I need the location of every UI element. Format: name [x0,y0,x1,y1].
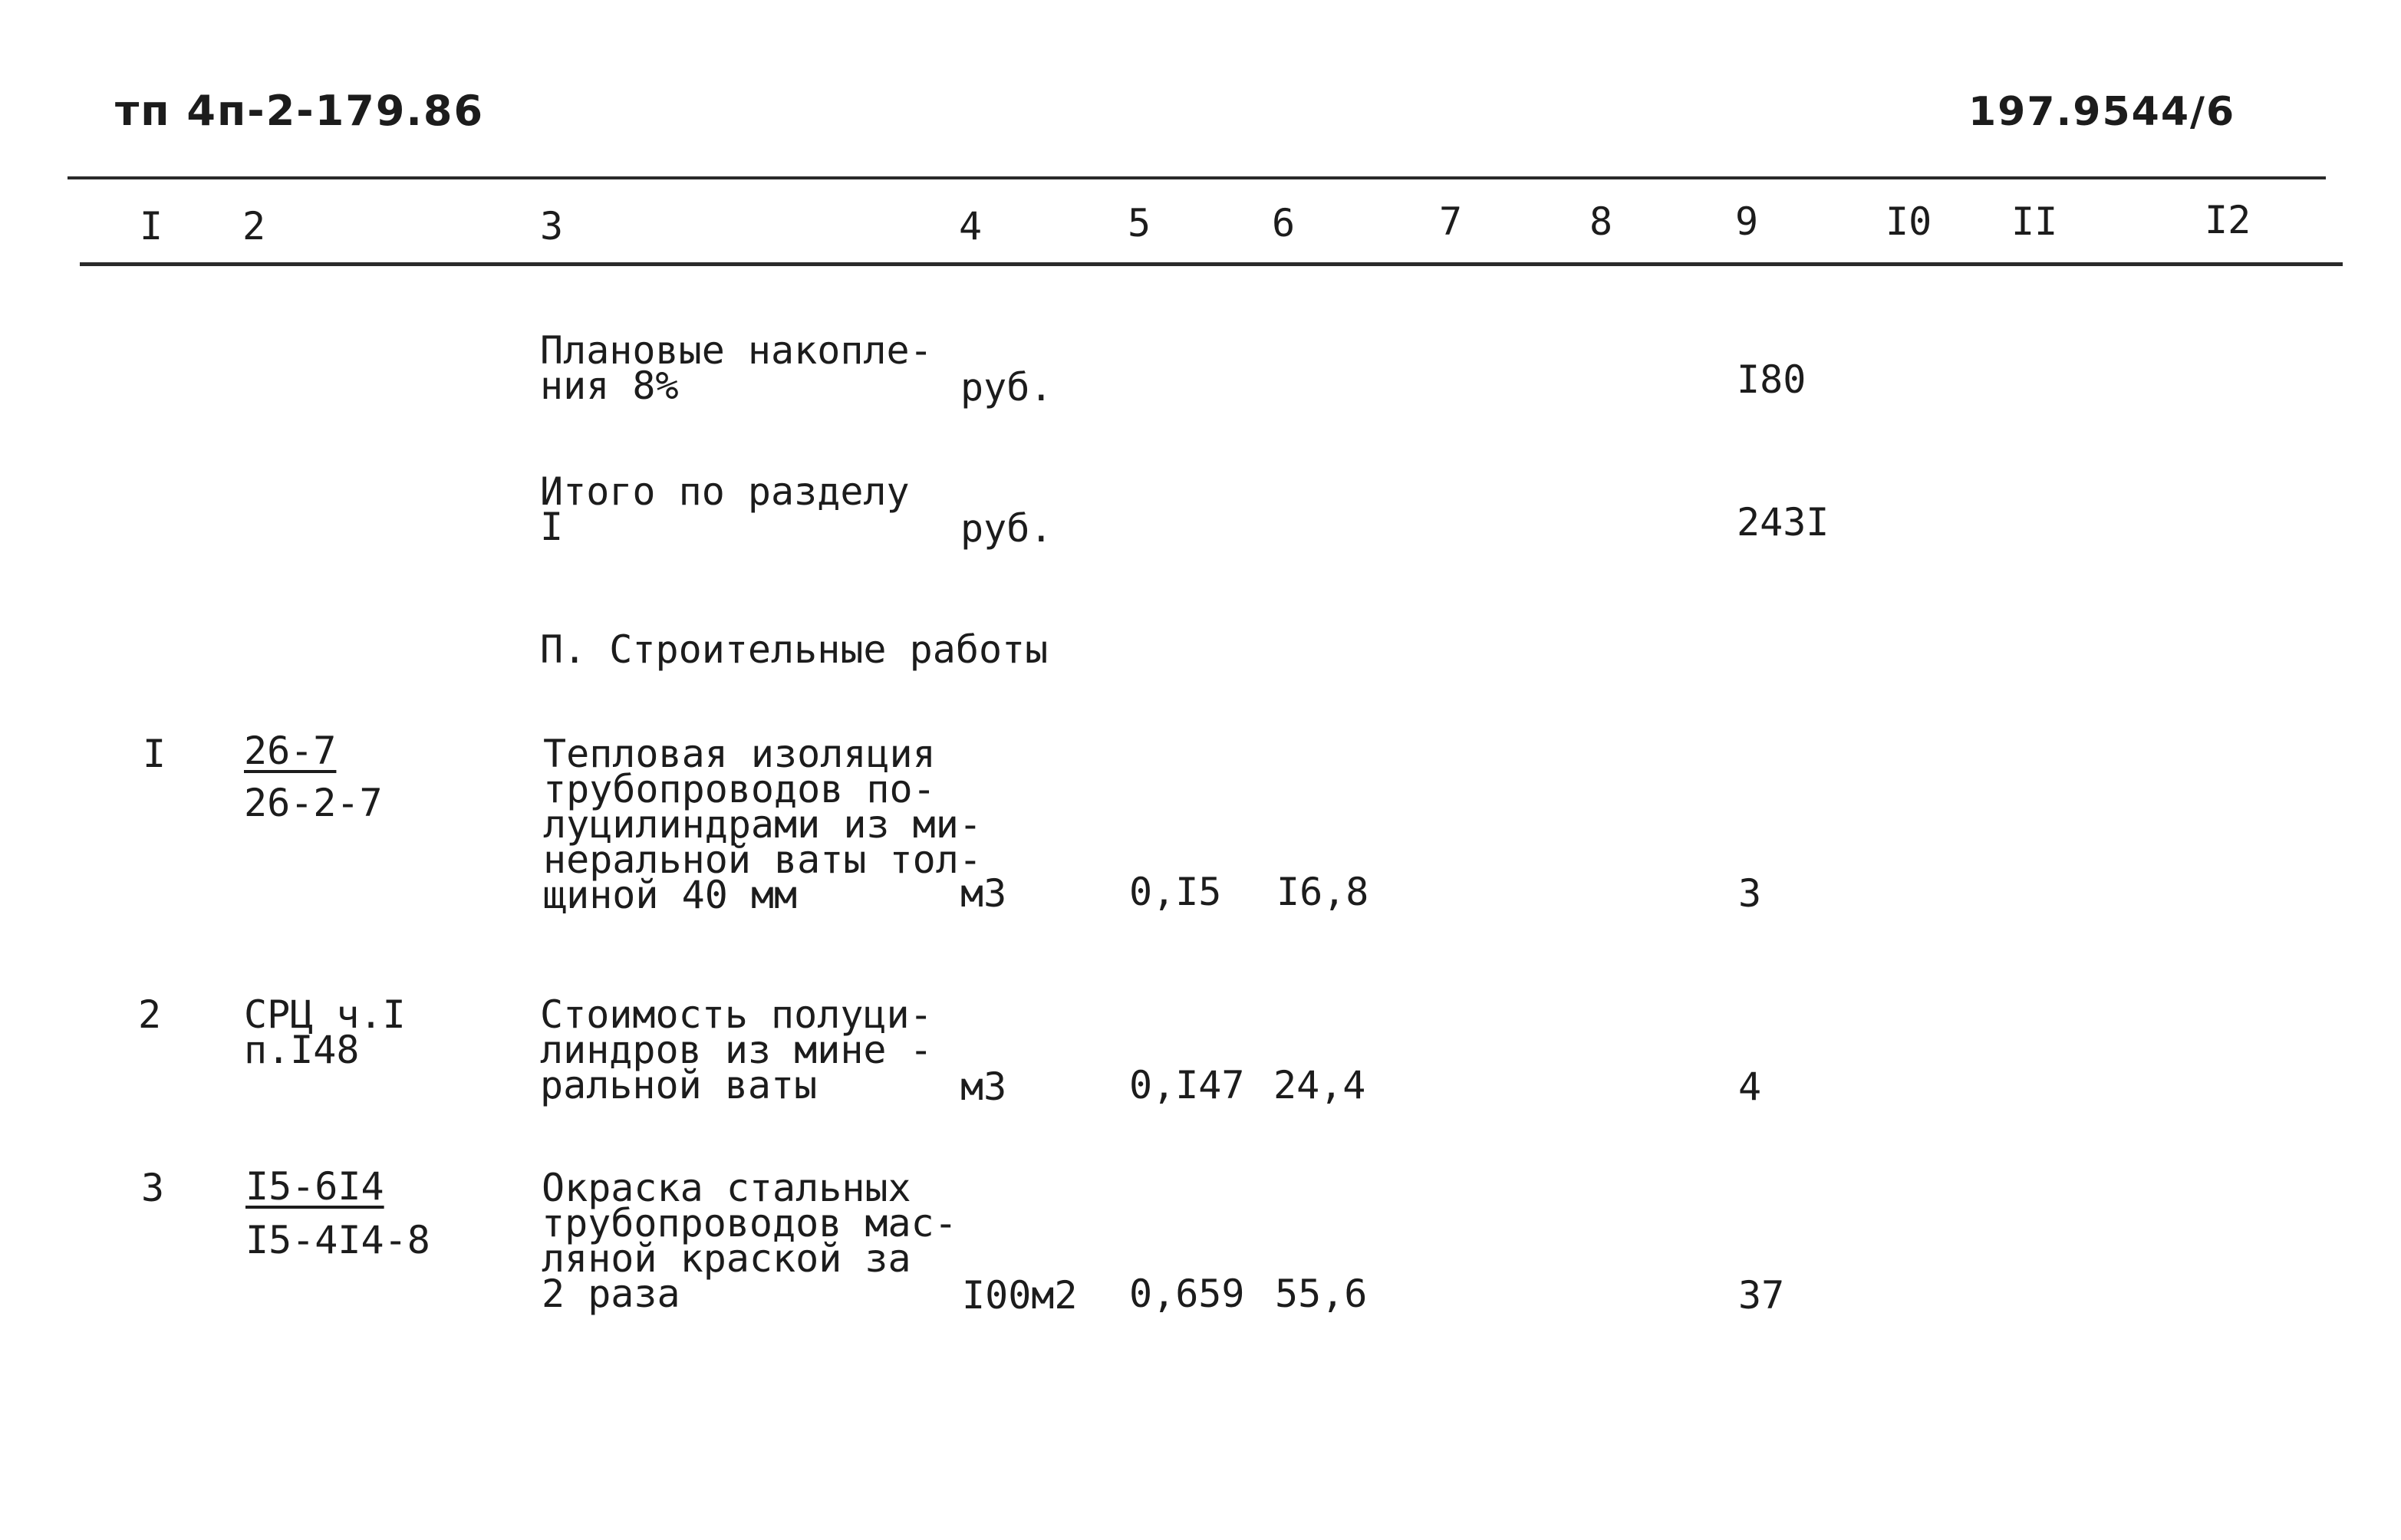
row-unit: руб. [960,365,1053,410]
row-description: Тепловая изоляция трубопроводов по- луцилиндрами из ми- неральной ваты тол- щиной 40 мм [543,732,982,917]
row-code-top: I5-6I4 [245,1164,384,1209]
row-number: I [143,732,166,776]
row-total: I80 [1737,357,1807,402]
row-description: Окраска стальных трубопроводов мас- ляной краской за 2 раза [542,1166,957,1316]
column-header: 7 [1439,199,1463,244]
row-number: 3 [141,1166,165,1210]
row-description: Плановые накопле- ния 8% [540,328,933,408]
row-unit: м3 [960,871,1007,916]
row-code-top: 26-7 [244,729,337,773]
header-top-rule [68,176,2326,179]
row-price: 24,4 [1273,1063,1366,1107]
row-unit: I00м2 [962,1273,1078,1318]
column-header: I [140,204,163,248]
column-header: 3 [540,204,564,248]
column-header: 2 [242,204,266,248]
row-total: 3 [1738,871,1762,916]
row-quantity: 0,659 [1129,1272,1245,1316]
column-header: 4 [959,204,983,248]
row-unit: руб. [960,506,1053,551]
column-header: II [2011,199,2058,244]
row-total: 37 [1738,1273,1785,1318]
column-header: I0 [1886,199,1932,244]
row-code-bottom: п.I48 [244,1028,360,1072]
column-header: 6 [1272,201,1296,245]
column-header: 9 [1735,199,1759,244]
row-unit: м3 [960,1065,1007,1109]
row-quantity: 0,I47 [1129,1063,1245,1107]
row-total: 4 [1738,1065,1762,1109]
column-header: 8 [1589,199,1613,244]
header-bottom-rule [80,262,2343,266]
row-total: 243I [1737,500,1830,545]
row-code-top: СРЦ ч.I [244,992,406,1037]
column-header: I2 [2205,198,2251,242]
row-price: 55,6 [1275,1272,1368,1316]
row-price: I6,8 [1276,870,1369,914]
row-quantity: 0,I5 [1129,870,1222,914]
column-header: 5 [1128,201,1151,245]
page-number: 197.9544/6 [1968,89,2236,135]
document-code: тп 4п-2-179.86 [115,87,485,135]
row-description: Стоимость полуци- линдров из мине - ральной ваты [540,992,933,1107]
row-description: Итого по разделу I [540,469,910,549]
section-title: П. Строительные работы [540,627,1049,672]
row-number: 2 [138,992,162,1037]
row-code-bottom: 26-2-7 [244,781,383,825]
row-code-bottom: I5-4I4-8 [245,1218,430,1262]
